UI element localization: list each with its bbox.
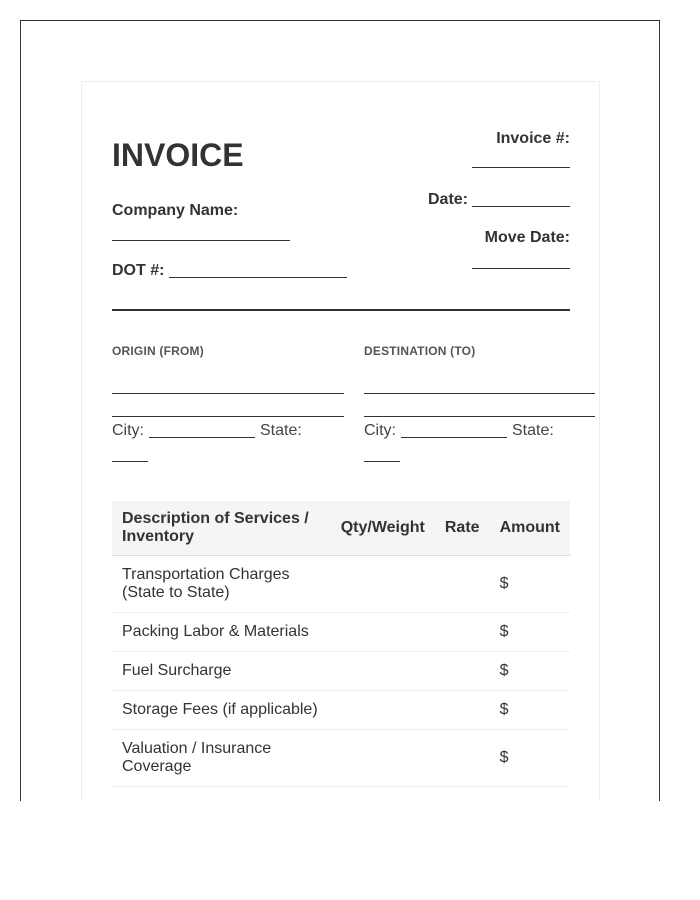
- table-row: [112, 652, 570, 691]
- origin-address-line-1[interactable]: [112, 393, 344, 394]
- row-description: Storage Fees (if applicable): [112, 691, 331, 730]
- destination-city-field[interactable]: [401, 437, 507, 438]
- move-date-label: Move Date:: [484, 229, 570, 246]
- table-row: [112, 730, 570, 787]
- row-description: Valuation / Insurance Coverage: [112, 730, 331, 787]
- row-amount[interactable]: $: [490, 613, 570, 652]
- origin-city-label: City:: [112, 422, 144, 439]
- destination-heading: DESTINATION (TO): [364, 344, 476, 358]
- origin-state-label: State:: [260, 422, 302, 439]
- row-amount[interactable]: $: [490, 652, 570, 691]
- invoice-number-field[interactable]: [472, 167, 570, 168]
- header-qty-weight: Qty/Weight: [331, 501, 435, 556]
- destination-state-label: State:: [512, 422, 554, 439]
- row-rate-cell[interactable]: [435, 613, 490, 652]
- row-description: Packing Labor & Materials: [112, 613, 331, 652]
- table-row: [112, 556, 570, 613]
- row-qty-cell[interactable]: [331, 652, 435, 691]
- row-qty-cell[interactable]: [331, 613, 435, 652]
- table-header-row: [112, 501, 570, 556]
- company-name-field[interactable]: [112, 240, 290, 241]
- destination-city-label: City:: [364, 422, 396, 439]
- row-rate-cell[interactable]: [435, 652, 490, 691]
- date-field[interactable]: [472, 206, 570, 207]
- row-qty-cell[interactable]: [331, 730, 435, 787]
- row-amount[interactable]: $: [490, 556, 570, 613]
- row-rate-cell[interactable]: [435, 691, 490, 730]
- origin-city-field[interactable]: [149, 437, 255, 438]
- invoice-title: INVOICE: [112, 137, 244, 173]
- header-description: Description of Services / Inventory: [112, 501, 331, 556]
- company-name-label: Company Name:: [112, 202, 239, 219]
- destination-state-field[interactable]: [364, 461, 400, 462]
- row-qty-cell[interactable]: [331, 556, 435, 613]
- row-amount[interactable]: $: [490, 691, 570, 730]
- invoice-number-label: Invoice #:: [496, 130, 570, 147]
- destination-address-line-1[interactable]: [364, 393, 595, 394]
- header-amount: Amount: [490, 501, 570, 556]
- destination-address-line-2[interactable]: [364, 416, 595, 417]
- row-qty-cell[interactable]: [331, 691, 435, 730]
- origin-state-field[interactable]: [112, 461, 148, 462]
- table-row: [112, 613, 570, 652]
- row-amount[interactable]: $: [490, 730, 570, 787]
- row-description: Transportation Charges (State to State): [112, 556, 331, 613]
- origin-heading: ORIGIN (FROM): [112, 344, 204, 358]
- services-table: [112, 501, 570, 787]
- row-rate-cell[interactable]: [435, 556, 490, 613]
- dot-number-field[interactable]: [169, 277, 347, 278]
- table-row: [112, 691, 570, 730]
- row-rate-cell[interactable]: [435, 730, 490, 787]
- row-description: Fuel Surcharge: [112, 652, 331, 691]
- dot-number-label: DOT #:: [112, 262, 165, 279]
- date-label: Date:: [428, 191, 469, 208]
- move-date-field[interactable]: [472, 268, 570, 269]
- origin-address-line-2[interactable]: [112, 416, 344, 417]
- header-divider: [112, 309, 570, 311]
- header-rate: Rate: [435, 501, 490, 556]
